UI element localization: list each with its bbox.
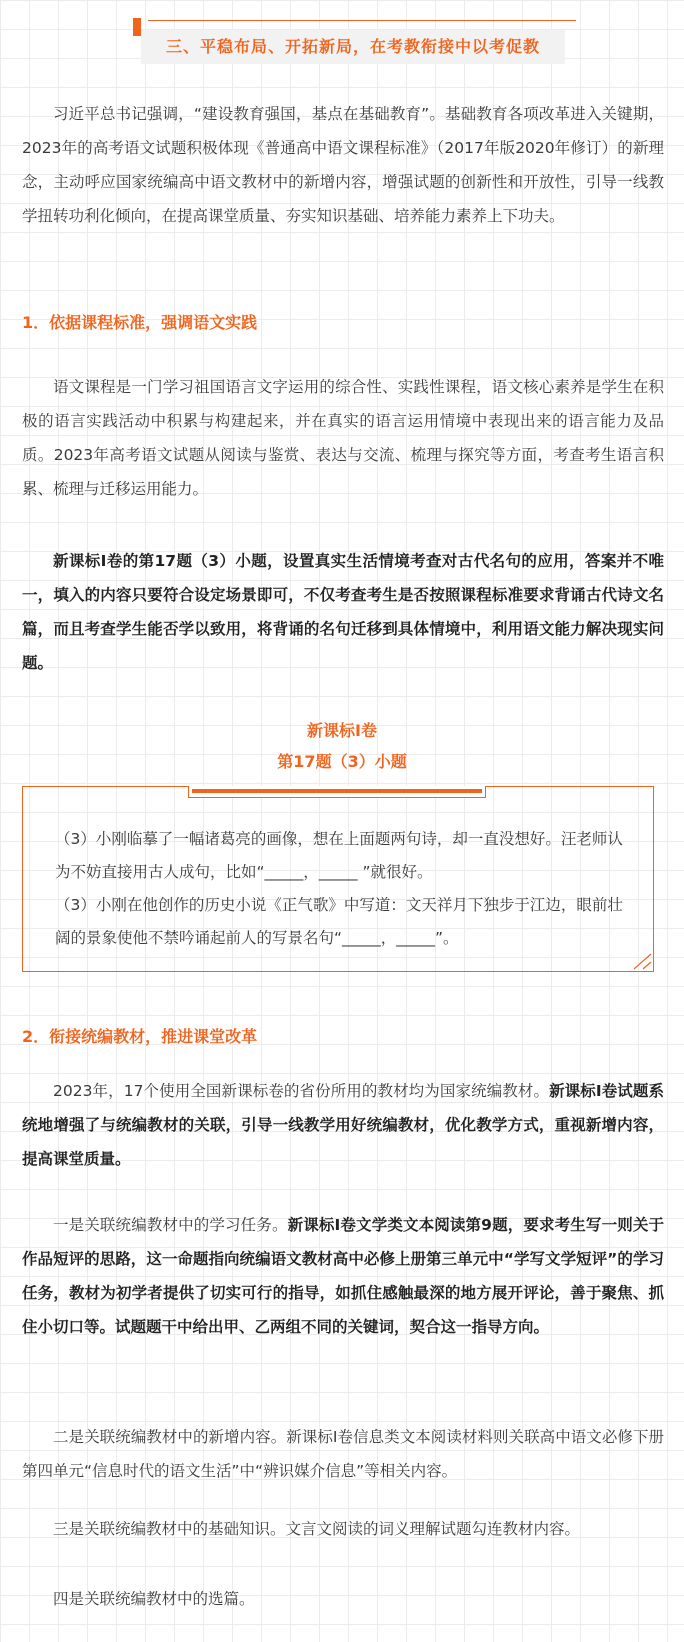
section2-paragraph-3: 二是关联统编教材中的新增内容。新课标Ⅰ卷信息类文本阅读材料则关联高中语文必修下册第四单元“信息时代的语文生活”中“辨识媒介信息”等相关内容。 — [22, 1428, 664, 1480]
quote-item-2: （3）小刚在他创作的历史小说《正气歌》中写道：文天祥月下独步于江边，眼前壮阔的景象使他不禁吟诵起前人的写景名句“_____，_____”。 — [55, 896, 623, 947]
intro-paragraph: 习近平总书记强调，“建设教育强国，基点在基础教育”。基础教育各项改革进入关键期，2023年的高考语文试题积极体现《普通高中语文课程标准》（2017年版2020年修订）的新理念，主动呼应国家统编高中语文教材中的新增内容，增强试题的创新性和开放性，引导一线教学扭转功利化倾向，在提高课堂质量、夯实知识基础、培养能力素养上下功夫。 — [22, 105, 664, 225]
example-title-question: 第17题（3）小题 — [277, 752, 407, 771]
quote-box-tab-bar — [192, 789, 482, 793]
section2-paragraph-1 — [22, 1074, 664, 1176]
section2-p1-normal: 2023年，17个使用全国新课标卷的省份所用的教材均为国家统编教材。 — [53, 1082, 550, 1100]
section1-paragraph-1: 语文课程是一门学习祖国语言文字运用的综合性、实践性课程，语文核心素养是学生在积极的语言实践活动中积累与构建起来，并在真实的语言运用情境中表现出来的语言能力及品质。2023年高考语文试题从阅读与鉴赏、表达与交流、梳理与探究等方面，考查考生语言积累、梳理与迁移运用能力。 — [22, 378, 664, 498]
header-accent-mark — [133, 18, 141, 36]
subheading-1: 1．依据课程标准，强调语文实践 — [22, 313, 258, 332]
section2-paragraph-5: 四是关联统编教材中的选篇。 — [53, 1590, 255, 1608]
section-title: 三、平稳布局、开拓新局，在考教衔接中以考促教 — [141, 30, 565, 64]
section1-paragraph-2: 新课标Ⅰ卷的第17题（3）小题，设置真实生活情境考查对古代名句的应用，答案并不唯一，填入的内容只要符合设定场景即可，不仅考查考生是否按照课程标准要求背诵古代诗文名篇，而且考查学生能否学以致用，将背诵的名句迁移到具体情境中，利用语文能力解决现实问题。 — [22, 552, 664, 672]
example-title-paper: 新课标Ⅰ卷 — [307, 721, 377, 740]
header-rule — [148, 20, 576, 21]
corner-slash-icon — [632, 952, 652, 970]
section2-p2-bold: 新课标Ⅰ卷文学类文本阅读第9题，要求考生写一则关于作品短评的思路，这一命题指向统编语文教材高中必修上册第三单元中“学写文学短评”的学习任务，教材为初学者提供了切实可行的指导，如抓住感触最深的地方展开评论，善于聚焦、抓住小切口等。试题题干中给出甲、乙两组不同的关键词，契合这一指导方向。 — [22, 1216, 664, 1336]
subheading-2: 2．衔接统编教材，推进课堂改革 — [22, 1027, 258, 1046]
section2-paragraph-2 — [22, 1208, 664, 1344]
section2-p1-bold: 新课标Ⅰ卷试题系统地增强了与统编教材的关联，引导一线教学用好统编教材，优化教学方式，重视新增内容，提高课堂质量。 — [22, 1082, 665, 1168]
quote-item-1: （3）小刚临摹了一幅诸葛亮的画像，想在上面题两句诗，却一直没想好。汪老师认为不妨直接用古人成句，比如“_____，_____ ”就很好。 — [55, 830, 623, 881]
section2-paragraph-4: 三是关联统编教材中的基础知识。文言文阅读的词义理解试题勾连教材内容。 — [53, 1520, 581, 1538]
section2-p2-normal: 一是关联统编教材中的学习任务。 — [53, 1216, 288, 1234]
